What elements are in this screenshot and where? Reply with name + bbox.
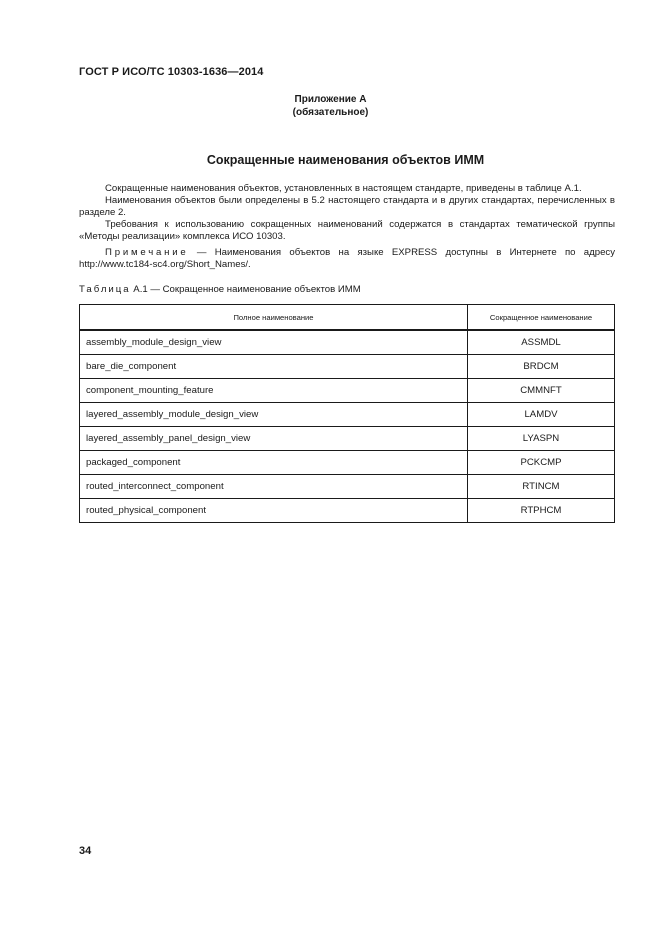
cell-full-name: bare_die_component bbox=[80, 355, 468, 379]
cell-short-name: CMMNFT bbox=[468, 379, 615, 403]
table-row bbox=[80, 355, 615, 379]
short-names-table bbox=[79, 304, 615, 523]
table-row bbox=[80, 379, 615, 403]
paragraph-1: Сокращенные наименования объектов, установленных в настоящем стандарте, приведены в таблице А.1. bbox=[105, 183, 582, 194]
annex-title: Приложение А bbox=[294, 94, 367, 105]
cell-short-name: ASSMDL bbox=[468, 330, 615, 355]
table-row bbox=[80, 427, 615, 451]
cell-short-name: RTINCM bbox=[468, 475, 615, 499]
note-label: Примечание bbox=[105, 247, 189, 258]
cell-short-name: BRDCM bbox=[468, 355, 615, 379]
table-caption-text: А.1 — Сокращенное наименование объектов ИММ bbox=[130, 284, 361, 295]
cell-full-name: packaged_component bbox=[80, 451, 468, 475]
table-caption-label: Таблица bbox=[79, 284, 131, 295]
paragraph-2: Наименования объектов были определены в 5.2 настоящего стандарта и в других стандартах, перечисленных в разделе 2. bbox=[79, 195, 615, 218]
table-caption bbox=[79, 284, 361, 295]
paragraph-3: Требования к использованию сокращенных наименований содержатся в стандартах тематической группы «Методы реализации» комплекса ИСО 10303. bbox=[79, 219, 615, 242]
table-row bbox=[80, 475, 615, 499]
cell-full-name: assembly_module_design_view bbox=[80, 330, 468, 355]
table-header-row bbox=[80, 305, 615, 331]
cell-short-name: PCKCMP bbox=[468, 451, 615, 475]
standard-header: ГОСТ Р ИСО/ТС 10303-1636—2014 bbox=[79, 66, 264, 78]
table-row bbox=[80, 451, 615, 475]
cell-full-name: routed_physical_component bbox=[80, 499, 468, 523]
table-row bbox=[80, 330, 615, 355]
cell-full-name: routed_interconnect_component bbox=[80, 475, 468, 499]
cell-full-name: layered_assembly_module_design_view bbox=[80, 403, 468, 427]
header-short-name: Сокращенное наименование bbox=[468, 305, 615, 331]
cell-full-name: layered_assembly_panel_design_view bbox=[80, 427, 468, 451]
section-title: Сокращенные наименования объектов ИММ bbox=[206, 153, 485, 167]
note bbox=[79, 247, 615, 271]
cell-full-name: component_mounting_feature bbox=[80, 379, 468, 403]
note-paragraph bbox=[79, 247, 615, 271]
table-row bbox=[80, 499, 615, 523]
table-row bbox=[80, 403, 615, 427]
annex-status: (обязательное) bbox=[292, 107, 369, 118]
cell-short-name: RTPHCM bbox=[468, 499, 615, 523]
body-text bbox=[79, 183, 615, 243]
annex-heading bbox=[0, 93, 661, 119]
cell-short-name: LAMDV bbox=[468, 403, 615, 427]
note-text: — Наименования объектов на языке EXPRESS доступны в Интернете по адресу http://www.tc184-sc4.org/Short_Names/. bbox=[79, 247, 615, 270]
header-full-name: Полное наименование bbox=[80, 305, 468, 331]
page-number: 34 bbox=[79, 845, 92, 857]
cell-short-name: LYASPN bbox=[468, 427, 615, 451]
